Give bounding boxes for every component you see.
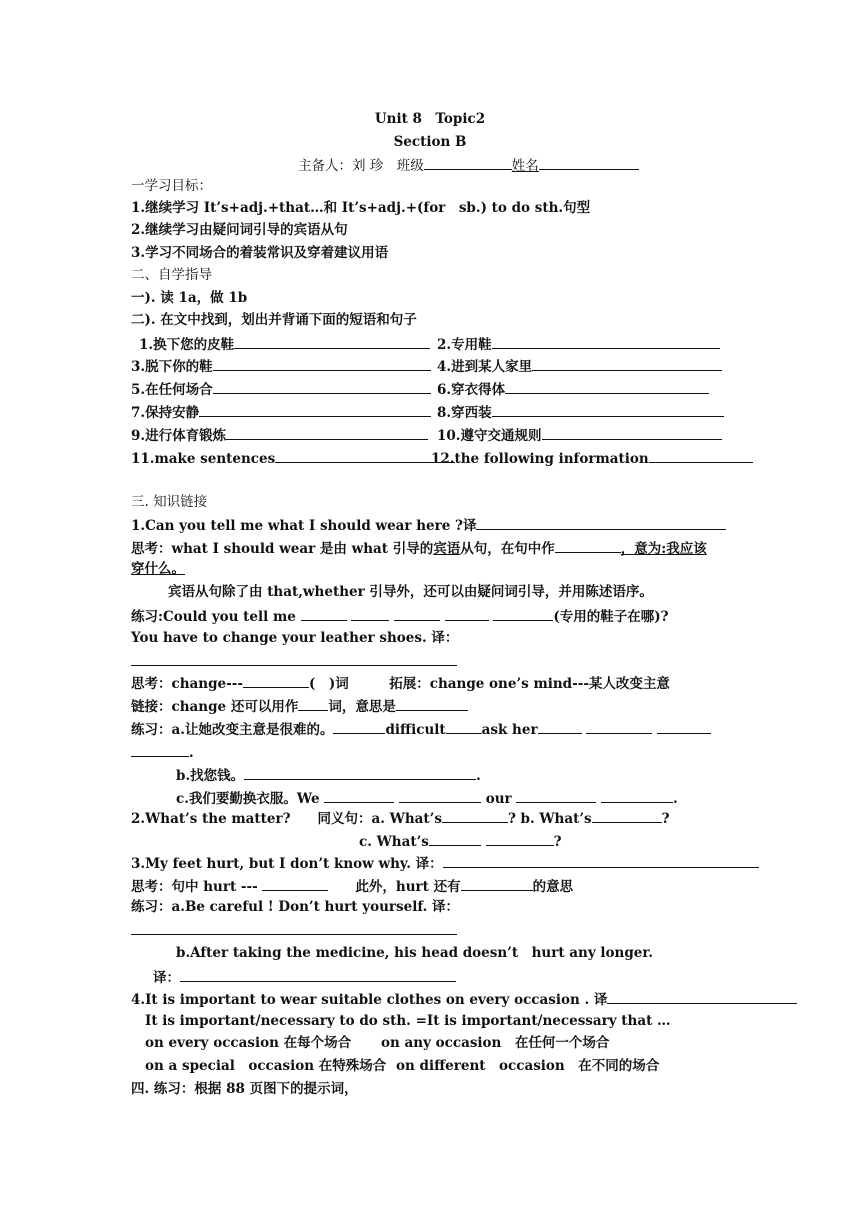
name-blank[interactable] <box>539 155 639 170</box>
class-blank[interactable] <box>424 155 512 170</box>
q1-practice-b: b.找您钱。 . <box>176 765 481 785</box>
phrase-item: 5.在任何场合 <box>131 379 431 399</box>
q4-phrase: on any occasion 在任何一个场合 <box>381 1035 610 1051</box>
q1-practice-a-cont: . <box>131 742 194 762</box>
q4-sentence: 4.It is important to wear suitable clothes on every occasion . 译 <box>131 989 797 1009</box>
phrase-item: 2.专用鞋 <box>437 334 720 354</box>
answer-line[interactable] <box>131 665 457 666</box>
q4-phrase: on a special occasion 在特殊场合 <box>145 1058 387 1074</box>
phrase-item: 8.穿西装 <box>437 402 724 422</box>
phrase-blank[interactable] <box>199 402 431 417</box>
unit-title: Unit 8 Topic2 <box>374 111 486 127</box>
phrase-blank[interactable] <box>213 356 431 371</box>
preparer-line <box>298 155 639 175</box>
role-blank[interactable] <box>555 538 621 553</box>
phrase-item: 7.保持安静 <box>131 402 431 422</box>
q1-change: 思考：change--- ( )词 拓展：change one’s mind---某人改变主意 <box>131 673 670 693</box>
q1-link: 链接：change 还可以用作 词，意思是 <box>131 696 468 716</box>
q3-practice-b: b.After taking the medicine, his head doesn’t hurt any longer. <box>176 945 653 961</box>
phrase-blank[interactable] <box>492 334 720 349</box>
q2-line: 2.What’s the matter? 同义句：a. What’s ? b. What’s ? <box>131 808 670 828</box>
goal-item: 3.学习不同场合的着装常识及穿着建议用语 <box>131 245 389 261</box>
q1-think-cont: 穿什么。 <box>131 561 185 577</box>
phrase-item: 10.遵守交通规则 <box>437 425 722 445</box>
phrase-blank[interactable] <box>505 379 709 394</box>
phrase-item: 12.the following information <box>431 448 753 468</box>
phrase-item: 9.进行体育锻炼 <box>131 425 428 445</box>
q1-practice-a: 练习：a.让她改变主意是很难的。 difficult ask her <box>131 719 711 739</box>
q1-practice-c: c.我们要勤换衣服。We our . <box>176 788 678 808</box>
q4-phrase: on different occasion 在不同的场合 <box>396 1058 660 1074</box>
q1-note: 宾语从句除了由 that,whether 引导外，还可以由疑问词引导，并用陈述语序。 <box>168 584 653 600</box>
q1-practice: 练习:Could you tell me (专用的鞋子在哪)? <box>131 606 669 626</box>
q3-sentence: 3.My feet hurt, but I don’t know why. 译： <box>131 853 759 873</box>
phrase-blank[interactable] <box>532 356 722 371</box>
goals-title: 一学习目标： <box>131 178 212 194</box>
q3-practice-a: 练习：a.Be careful ! Don’t hurt yourself. 译： <box>131 899 460 915</box>
phrase-item: 1.换下您的皮鞋 <box>139 334 430 354</box>
phrase-blank[interactable] <box>275 448 455 463</box>
exercise-title: 四. 练习：根据 88 页图下的提示词， <box>131 1081 358 1097</box>
q3-think: 思考：句中 hurt --- 此外，hurt 还有 的意思 <box>131 876 573 896</box>
phrase-item: 4.进到某人家里 <box>437 356 722 376</box>
self-study-title: 二、自学指导 <box>131 267 212 283</box>
phrase-blank[interactable] <box>542 425 722 440</box>
phrase-item: 3.脱下你的鞋 <box>131 356 431 376</box>
phrase-item: 6.穿衣得体 <box>437 379 709 399</box>
phrase-blank[interactable] <box>492 402 724 417</box>
preparer-label: 主备人：刘 珍 班级 <box>298 158 424 174</box>
phrase-blank[interactable] <box>234 334 430 349</box>
q2-line-c: c. What’s ? <box>359 831 562 851</box>
q1-think: 思考：what I should wear 是由 what 引导的宾语从句，在句中作 ，意为:我应该 <box>131 538 707 558</box>
phrase-blank[interactable] <box>649 448 753 463</box>
self-study-step1: 一). 读 1a，做 1b <box>131 290 248 306</box>
answer-line[interactable] <box>131 934 457 935</box>
phrase-item: 11.make sentences <box>131 448 455 468</box>
q4-phrase: on every occasion 在每个场合 <box>145 1035 352 1051</box>
q4-rule: It is important/necessary to do sth. =It is important/necessary that … <box>145 1013 671 1029</box>
goal-item: 2.继续学习由疑问词引导的宾语从句 <box>131 222 348 238</box>
name-label: 姓名 <box>511 158 539 174</box>
translation-blank[interactable] <box>476 515 726 530</box>
q1-sentence-2: You have to change your leather shoes. 译： <box>131 630 459 646</box>
knowledge-title: 三. 知识链接 <box>131 494 208 510</box>
self-study-step2: 二). 在文中找到，划出并背诵下面的短语和句子 <box>131 312 417 328</box>
phrase-blank[interactable] <box>226 425 428 440</box>
goal-item: 1.继续学习 It’s+adj.+that…和 It’s+adj.+(for sb.) to do sth.句型 <box>131 200 591 216</box>
q1-sentence: 1.Can you tell me what I should wear here ?译 <box>131 515 726 535</box>
section-title: Section B <box>393 134 467 150</box>
phrase-blank[interactable] <box>213 379 431 394</box>
q3-practice-b-tr: 译： <box>153 967 456 987</box>
